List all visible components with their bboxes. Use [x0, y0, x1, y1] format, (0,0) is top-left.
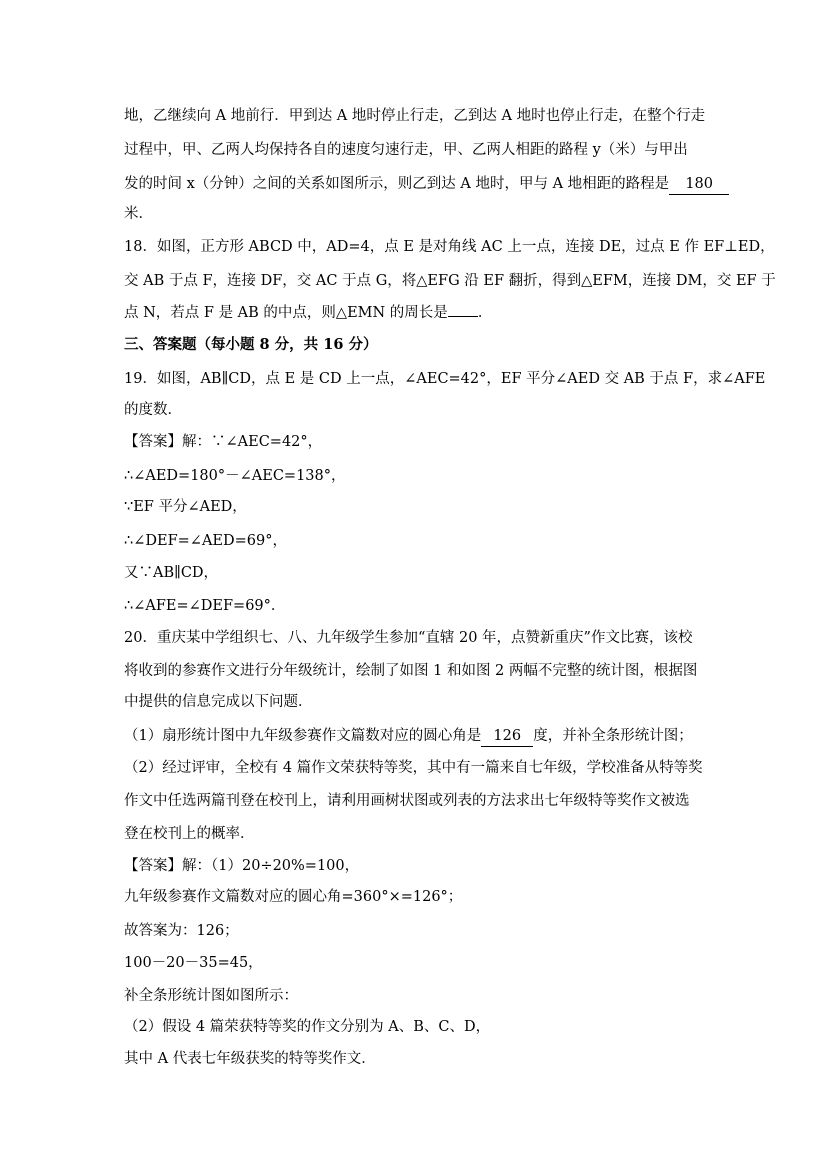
text-line: 的度数．: [124, 402, 182, 418]
answer-line: 又∵AB∥CD，: [124, 565, 219, 581]
text-line: [124, 174, 729, 195]
question-20: 20．重庆某中学组织七、八、九年级学生参加“直辖 20 年，点赞新重庆”作文比赛，该校: [124, 630, 693, 646]
answer-blank-q18: [448, 302, 478, 317]
text-line: 中提供的信息完成以下问题．: [124, 694, 313, 710]
text-line: 过程中，甲、乙两人均保持各自的速度匀速行走，甲、乙两人相距的路程 y（米）与甲出: [124, 142, 688, 158]
text-line: [124, 302, 492, 323]
text-line: （2）经过评审，全校有 4 篇作文荣获特等奖，其中有一篇来自七年级，学校准备从特等奖: [124, 760, 703, 776]
answer-line: 其中 A 代表七年级获奖的特等奖作文．: [124, 1051, 376, 1067]
section-heading: 三、答案题（每小题 8 分，共 16 分）: [124, 336, 378, 353]
text-span: 发的时间 x（分钟）之间的关系如图所示，则乙到达 A 地时，甲与 A 地相距的路程是: [124, 176, 670, 192]
answer-line: 故答案为：126；: [124, 923, 239, 939]
answer-line: 九年级参赛作文篇数对应的圆心角=360°×=126°；: [124, 889, 463, 905]
answer-line: ∴∠AFE=∠DEF=69°．: [124, 598, 286, 614]
text-span: 度，并补全条形统计图；: [533, 728, 693, 744]
text-line: [124, 726, 693, 747]
text-line: 作文中任选两篇刊登在校刊上，请利用画树状图或列表的方法求出七年级特等奖作文被选: [124, 793, 690, 809]
answer-line: （2）假设 4 篇荣获特等奖的作文分别为 A、B、C、D，: [124, 1019, 491, 1035]
text-line: 交 AB 于点 F，连接 DF，交 AC 于点 G，将△EFG 沿 EF 翻折，得到△EFM，连接 DM，交 EF 于: [124, 273, 776, 289]
answer-line: ∵EF 平分∠AED，: [124, 499, 247, 515]
answer-line: 补全条形统计图如图所示：: [124, 988, 298, 1004]
text-span: （1）扇形统计图中九年级参赛作文篇数对应的圆心角是: [124, 728, 482, 744]
answer-line: ∴∠AED=180°－∠AEC=138°，: [124, 468, 346, 484]
answer-line: 【答案】解：∵∠AEC=42°，: [124, 434, 323, 450]
answer-blank-q17: 180: [669, 174, 729, 195]
text-line: 地，乙继续向 A 地前行．甲到达 A 地时停止行走，乙到达 A 地时也停止行走，在整个行走: [124, 108, 706, 124]
answer-line: 100－20－35=45，: [124, 955, 263, 971]
answer-blank-q20-1: 126: [481, 726, 533, 747]
text-span: 点 N，若点 F 是 AB 的中点，则△EMN 的周长是: [124, 305, 448, 321]
text-line: 将收到的参赛作文进行分年级统计，绘制了如图 1 和如图 2 两幅不完整的统计图，根据图: [124, 663, 698, 679]
text-line: 米．: [124, 206, 153, 222]
answer-line: ∴∠DEF=∠AED=69°，: [124, 533, 287, 549]
question-18: 18．如图，正方形 ABCD 中，AD=4，点 E 是对角线 AC 上一点，连接 DE，过点 E 作 EF⊥ED，: [124, 239, 775, 255]
text-line: 登在校刊上的概率．: [124, 826, 255, 842]
question-19: 19．如图，AB∥CD，点 E 是 CD 上一点，∠AEC=42°，EF 平分∠AED 交 AB 于点 F，求∠AFE: [124, 371, 766, 387]
answer-line: 【答案】解：（1）20÷20%=100，: [124, 858, 360, 874]
text-span: ．: [477, 305, 493, 321]
